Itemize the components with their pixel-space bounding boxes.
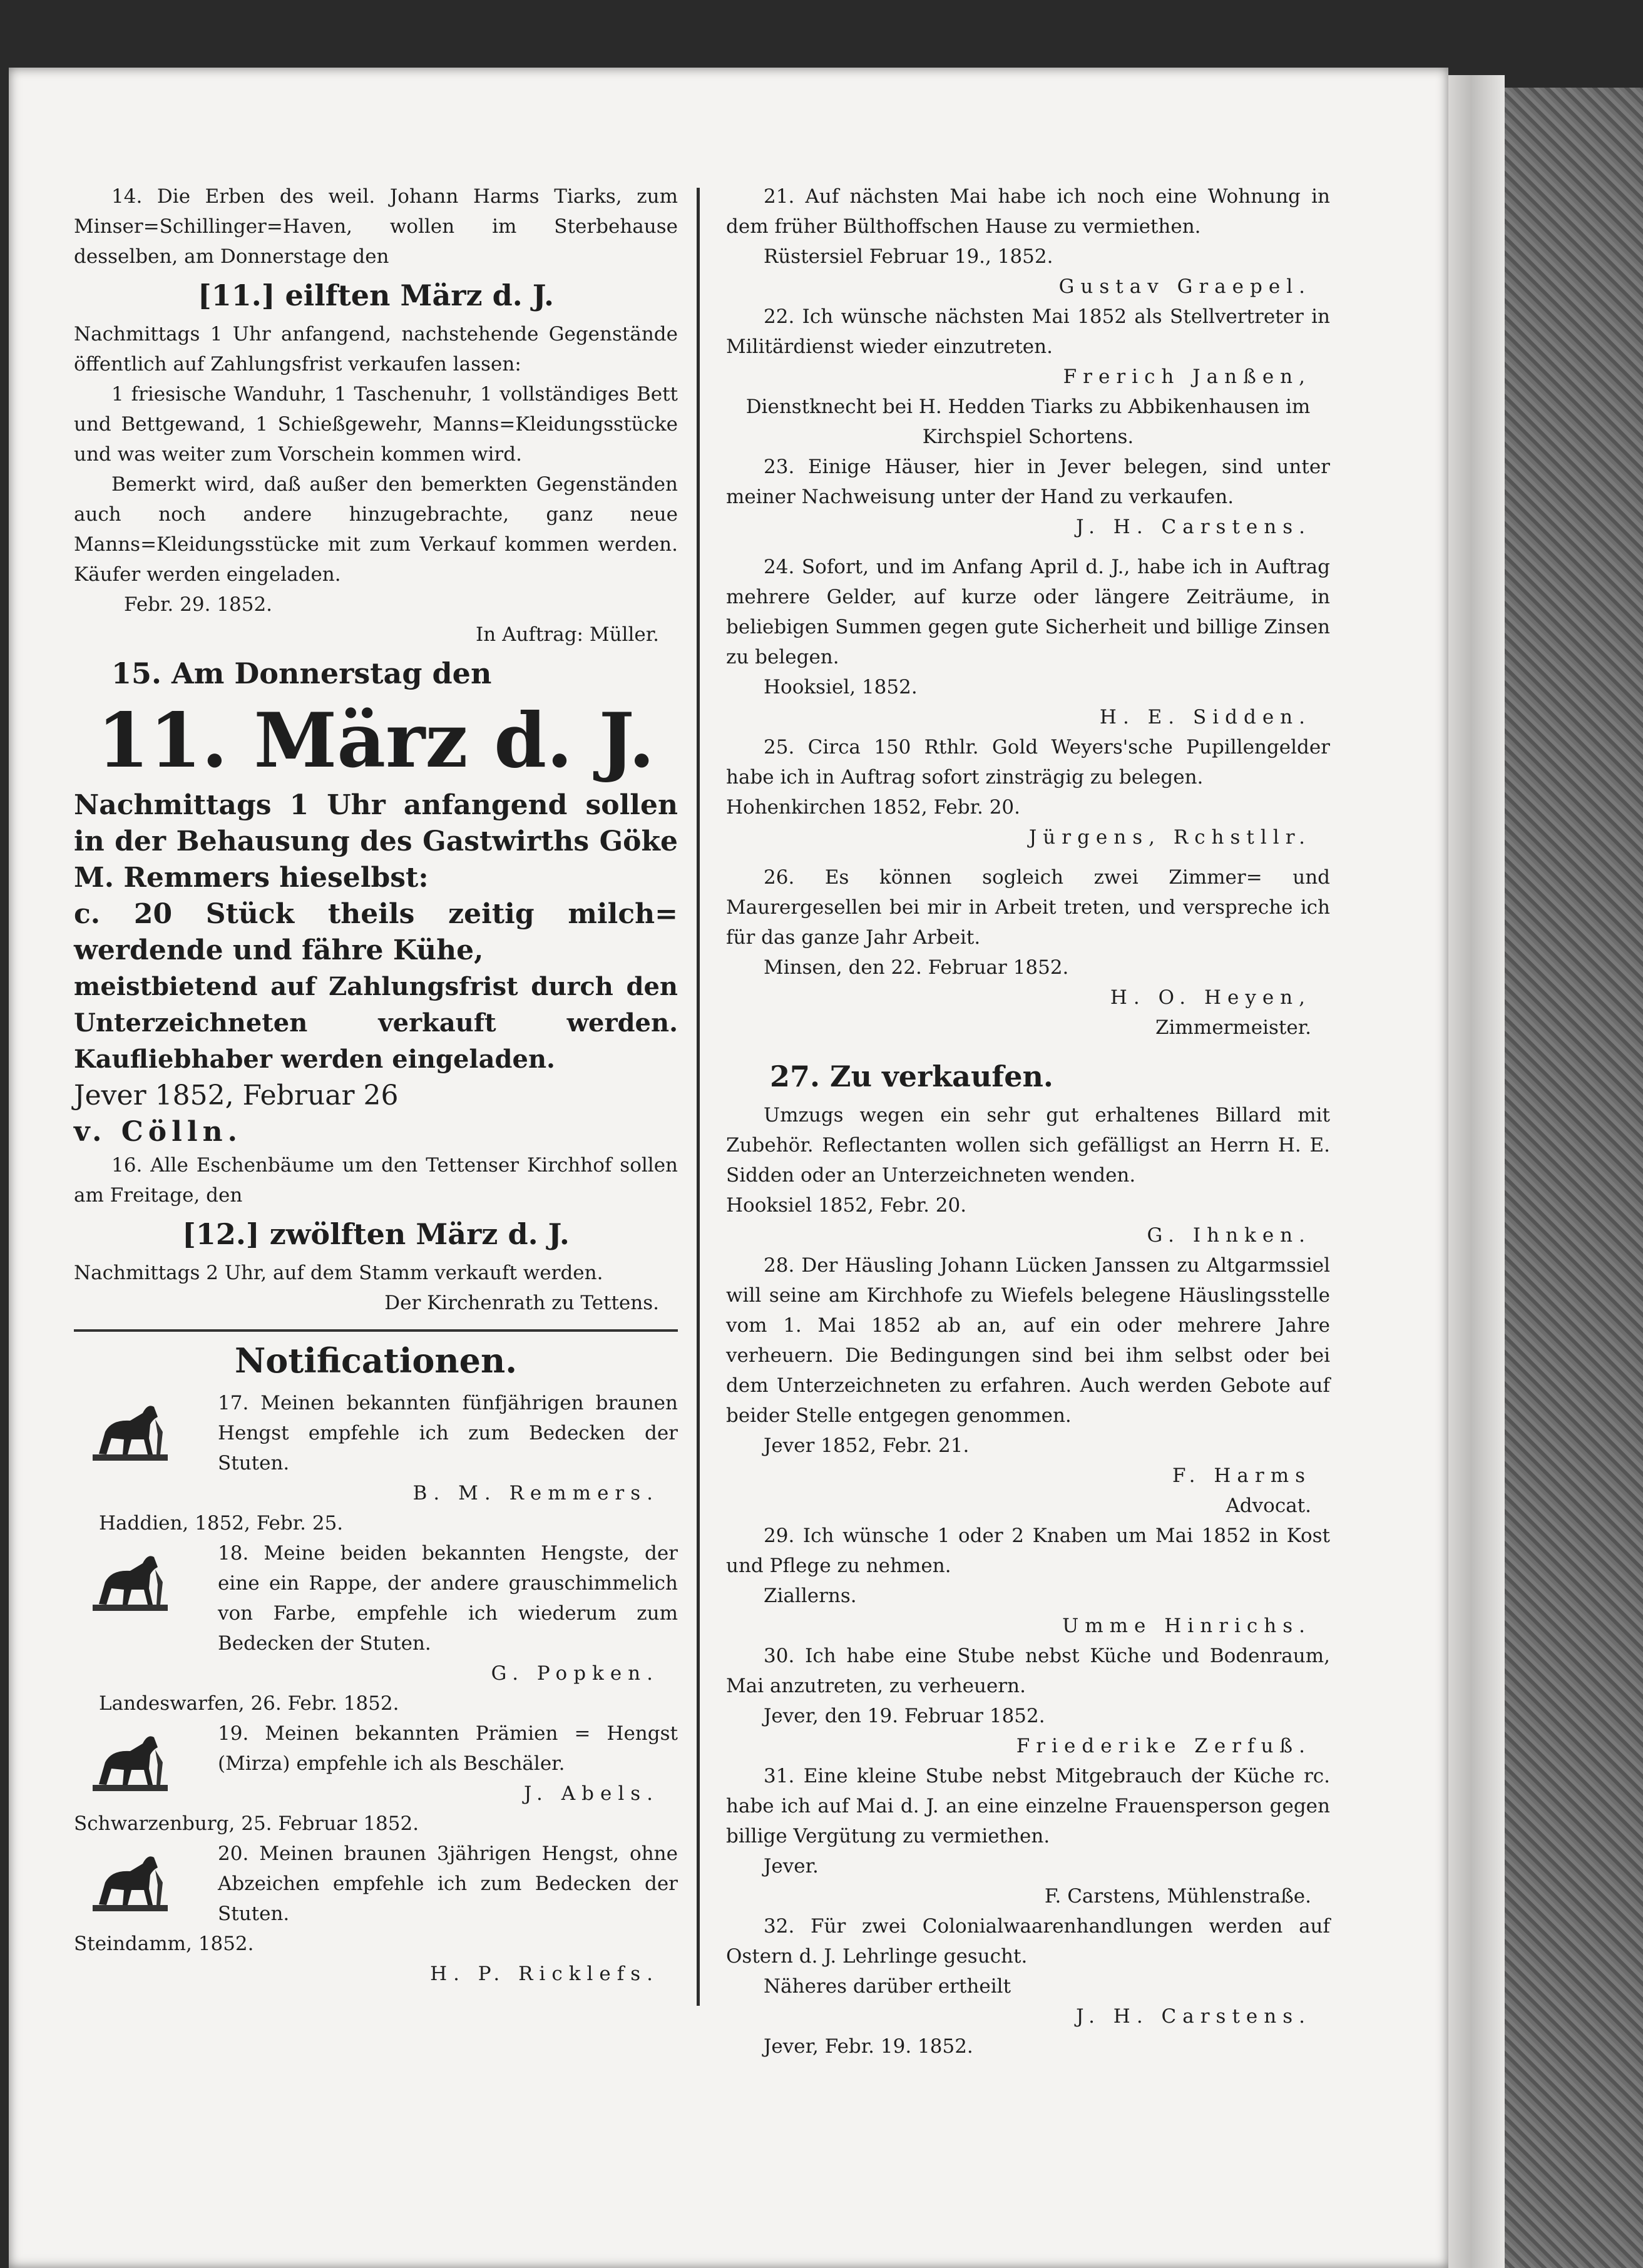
notice-23 (726, 452, 1330, 542)
notice-text: 25. Circa 150 Rthlr. Gold Weyers'sche Pupillengelder habe ich in Auftrag sofort zinsträgig zu belegen. (726, 736, 1330, 789)
notice-15 (74, 653, 678, 1150)
notice-17 (74, 1388, 678, 1538)
notice-date: 11. März d. J. (97, 697, 655, 785)
notice-20 (74, 1839, 678, 1989)
notice-text: 28. Der Häusling Johann Lücken Janssen zu Altgarmssiel will seine am Kirchhofe zu Wiefels belegene Häuslingsstelle vom 1. Mai 1852 ab an, auf ein oder mehrere Jahre verheuern. Die Bedingungen sind bei ihm selbst oder bei dem Unterzeichneten zu erfahren. Auch werden Gebote auf beider Stelle entgegen genommen. (726, 1254, 1330, 1427)
notice-place: Jever 1852, Febr. 21. (764, 1434, 970, 1457)
notice-27 (726, 1056, 1330, 1250)
notice-place: Haddien, 1852, Febr. 25. (99, 1512, 344, 1535)
notice-text: 31. Eine kleine Stube nebst Mitgebrauch der Küche rc. habe ich auf Mai d. J. an eine einzelne Frauensperson gegen billige Vergütung zu vermiethen. (726, 1765, 1330, 1847)
spacer (726, 1043, 1330, 1053)
notice-date: [12.] zwölften März d. J. (182, 1217, 570, 1251)
notice-text: 30. Ich habe eine Stube nebst Küche und Bodenraum, Mai anzutreten, zu verheuern. (726, 1645, 1330, 1697)
notice-32 (726, 1911, 1330, 2061)
notice-place: Jever 1852, Februar 26 (74, 1080, 399, 1111)
notice-16 (74, 1150, 678, 1318)
notice-text: 22. Ich wünsche nächsten Mai 1852 als Stellvertreter in Militärdienst wieder einzutreten. (726, 305, 1330, 358)
notice-place: Steindamm, 1852. (74, 1933, 254, 1955)
notice-signature: H. O. Heyen, (1110, 986, 1311, 1009)
notice-heading: 15. Am Donnerstag den (111, 656, 492, 690)
notice-signature: F. Carstens, Mühlenstraße. (1044, 1885, 1311, 1908)
section-heading: Notificationen. (234, 1341, 518, 1381)
horse-icon (93, 1845, 168, 1914)
horse-icon (93, 1394, 168, 1463)
notice-items: 1 friesische Wanduhr, 1 Taschenuhr, 1 vollständiges Bett und Bettgewand, 1 Schießgewehr, Manns=Kleidungsstücke und was weiter zum Vorschein kommen wird. (74, 383, 678, 466)
notice-14 (74, 181, 678, 650)
notice-text: 16. Alle Eschenbäume um den Tettenser Kirchhof sollen am Freitage, den (74, 1154, 678, 1207)
notice-26 (726, 862, 1330, 1043)
notice-signature: H. P. Ricklefs. (430, 1963, 659, 1985)
notice-text: 17. Meinen bekannten fünfjährigen braunen Hengst empfehle ich zum Bedecken der Stuten. (218, 1392, 678, 1474)
notice-signature: J. Abels. (524, 1782, 659, 1805)
horse-icon (93, 1545, 168, 1613)
horse-icon (93, 1725, 168, 1794)
notice-signature: Frerich Janßen, (1063, 365, 1311, 388)
left-column (74, 181, 678, 1989)
notice-place: Jever. (764, 1855, 819, 1877)
notice-signature: In Auftrag: Müller. (476, 623, 659, 646)
notice-place: Ziallerns. (764, 1585, 857, 1607)
notice-place: Minsen, den 22. Februar 1852. (764, 956, 1069, 979)
spacer (726, 852, 1330, 862)
notice-signature-detail: Zimmermeister. (1155, 1016, 1311, 1039)
notice-text: 24. Sofort, und im Anfang April d. J., habe ich in Auftrag mehrere Gelder, auf kurze oder längere Zeiträume, in beliebigen Summen gegen gute Sicherheit und billige Zinsen zu belegen. (726, 556, 1330, 668)
notice-heading: 27. Zu verkaufen. (770, 1060, 1053, 1093)
notice-text: 19. Meinen bekannten Prämien = Hengst (Mirza) empfehle ich als Beschäler. (218, 1722, 678, 1775)
column-divider (697, 188, 700, 2006)
notice-text: 26. Es können sogleich zwei Zimmer= und Maurergesellen bei mir in Arbeit treten, und verspreche ich für das ganze Jahr Arbeit. (726, 866, 1330, 949)
right-column (726, 181, 1330, 2061)
notice-signature: Gustav Graepel. (1058, 275, 1311, 298)
notice-text: 32. Für zwei Colonialwaarenhandlungen werden auf Ostern d. J. Lehrlinge gesucht. (726, 1915, 1330, 1968)
notice-24 (726, 552, 1330, 732)
notice-signature: Friederike Zerfuß. (1016, 1735, 1311, 1757)
book-cover (1505, 88, 1643, 2268)
notice-text: Näheres darüber ertheilt (764, 1975, 1011, 1998)
notice-text: Nachmittags 1 Uhr anfangend sollen in der Behausung des Gastwirths Göke M. Remmers hieselbst: (74, 789, 678, 894)
notice-text: 20. Meinen braunen 3jährigen Hengst, ohne Abzeichen empfehle ich zum Bedecken der Stuten. (218, 1842, 678, 1925)
notice-text: meistbietend auf Zahlungsfrist durch den Unterzeichneten verkauft werden. Kaufliebhaber werden eingeladen. (74, 972, 678, 1074)
notice-21 (726, 181, 1330, 302)
notice-text: Nachmittags 2 Uhr, auf dem Stamm verkauft werden. (74, 1262, 603, 1284)
notice-place: Landeswarfen, 26. Febr. 1852. (99, 1692, 399, 1715)
notice-text: 23. Einige Häuser, hier in Jever belegen, sind unter meiner Nachweisung unter der Hand zu verkaufen. (726, 456, 1330, 508)
notice-text: 29. Ich wünsche 1 oder 2 Knaben um Mai 1852 in Kost und Pflege zu nehmen. (726, 1525, 1330, 1577)
notice-place: Hooksiel 1852, Febr. 20. (726, 1194, 967, 1217)
page-edge (1448, 75, 1505, 2268)
notice-18 (74, 1538, 678, 1719)
notice-note: Bemerkt wird, daß außer den bemerkten Gegenständen auch noch andere hinzugebrachte, ganz neue Manns=Kleidungsstücke mit zum Verkauf kommen werden. Käufer werden eingeladen. (74, 473, 678, 586)
notice-place: Rüstersiel Februar 19., 1852. (764, 245, 1053, 268)
notice-signature: Jürgens, Rchstllr. (1028, 826, 1311, 849)
notice-28 (726, 1250, 1330, 1521)
notice-place: Schwarzenburg, 25. Februar 1852. (74, 1812, 419, 1835)
notice-25 (726, 732, 1330, 852)
notice-text: 21. Auf nächsten Mai habe ich noch eine Wohnung in dem früher Bülthoffschen Hause zu vermiethen. (726, 185, 1330, 238)
notice-text: Umzugs wegen ein sehr gut erhaltenes Billard mit Zubehör. Reflectanten wollen sich gefälligst an Herrn H. E. Sidden oder an Unterzeichneten wenden. (726, 1104, 1330, 1187)
notice-text: c. 20 Stück theils zeitig milch= werdende und fähre Kühe, (74, 898, 678, 966)
notice-22 (726, 302, 1330, 452)
notice-place: Hohenkirchen 1852, Febr. 20. (726, 796, 1021, 819)
notice-29 (726, 1521, 1330, 1641)
notice-signature-detail: Advocat. (1226, 1494, 1311, 1517)
notice-signature: G. Popken. (491, 1662, 659, 1685)
notice-date: [11.] eilften März d. J. (197, 278, 555, 312)
notice-signature: H. E. Sidden. (1099, 706, 1311, 728)
section-rule (74, 1329, 678, 1332)
spacer (726, 542, 1330, 552)
notice-19 (74, 1719, 678, 1839)
notice-text: 14. Die Erben des weil. Johann Harms Tiarks, zum Minser=Schillinger=Haven, wollen im Sterbehause desselben, am Donnerstage den (74, 185, 678, 268)
notice-text: 18. Meine beiden bekannten Hengste, der eine ein Rappe, der andere grauschimmelich von Farbe, empfehle ich wiederum zum Bedecken der Stuten. (218, 1542, 678, 1655)
notice-signature: Umme Hinrichs. (1062, 1615, 1311, 1637)
notice-signature: G. Ihnken. (1147, 1224, 1311, 1247)
notice-signature-detail: Dienstknecht bei H. Hedden Tiarks zu Abbikenhausen im Kirchspiel Schortens. (745, 396, 1311, 448)
notice-place: Jever, Febr. 19. 1852. (764, 2035, 973, 2058)
notice-signature: J. H. Carstens. (1076, 516, 1311, 538)
notice-signature: B. M. Remmers. (412, 1482, 659, 1504)
notice-signature: v. Cölln. (74, 1116, 242, 1148)
notice-signature: Der Kirchenrath zu Tettens. (384, 1292, 659, 1314)
notice-text: Nachmittags 1 Uhr anfangend, nachstehende Gegenstände öffentlich auf Zahlungsfrist verkaufen lassen: (74, 323, 678, 375)
notice-31 (726, 1761, 1330, 1911)
notice-signature: F. Harms (1172, 1464, 1311, 1487)
notice-30 (726, 1641, 1330, 1761)
notice-place: Hooksiel, 1852. (764, 676, 918, 698)
notice-signature: J. H. Carstens. (1076, 2005, 1311, 2028)
notice-place: Jever, den 19. Februar 1852. (764, 1705, 1045, 1727)
notice-date-line: Febr. 29. 1852. (124, 593, 273, 616)
